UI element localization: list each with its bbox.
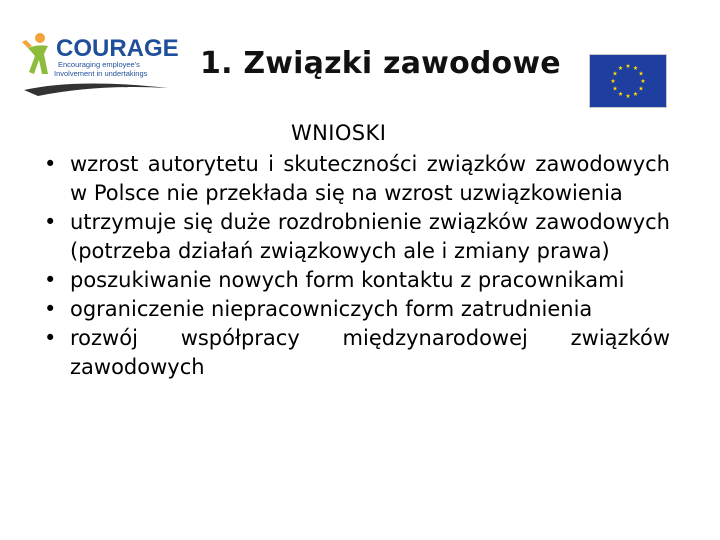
list-item-text: poszukiwanie nowych form kontaktu z pracownikami: [70, 268, 625, 292]
eu-star-icon: [613, 86, 618, 90]
list-item-text: rozwój współpracy międzynarodowej związków zawodowych: [70, 326, 670, 379]
list-item-text: wzrost autorytetu i skuteczności związków zawodowych w Polsce nie przekłada się na wzrost uzwiązkowienia: [70, 152, 670, 205]
bullet-icon: •: [44, 326, 57, 350]
list-item: [44, 150, 670, 208]
eu-star-icon: [626, 94, 631, 98]
list-item-text: ograniczenie niepracowniczych form zatrudnienia: [70, 297, 593, 321]
logo-wordmark: COURAGE: [56, 35, 178, 62]
list-item-text: utrzymuje się duże rozdrobnienie związków zawodowych (potrzeba działań związkowych ale i zmiany prawa): [70, 210, 670, 263]
list-item: [44, 295, 670, 324]
courage-logo-graphic: [18, 24, 178, 100]
courage-logo: [18, 24, 178, 100]
section-heading: WNIOSKI: [291, 121, 387, 145]
eu-star-icon: [633, 66, 638, 70]
bullet-icon: •: [44, 297, 57, 321]
bullet-icon: •: [44, 210, 57, 234]
list-item: [44, 208, 670, 266]
eu-star-icon: [641, 79, 646, 83]
eu-flag-icon: [589, 54, 667, 108]
eu-star-icon: [633, 92, 638, 96]
eu-star-icon: [639, 71, 644, 75]
logo-tagline-1: Encouraging employee's: [58, 60, 140, 69]
logo-tagline-2: Involvement in undertakings: [54, 69, 148, 78]
conclusions-list: [44, 150, 670, 382]
eu-star-icon: [618, 92, 623, 96]
eu-star-icon: [611, 79, 616, 83]
eu-star-icon: [618, 66, 623, 70]
bullet-icon: •: [44, 268, 57, 292]
page-title: 1. Związki zawodowe: [200, 46, 561, 81]
eu-star-icon: [626, 64, 631, 68]
bullet-icon: •: [44, 152, 57, 176]
eu-star-icon: [639, 86, 644, 90]
eu-star-icon: [613, 71, 618, 75]
list-item: [44, 266, 670, 295]
list-item: [44, 324, 670, 382]
